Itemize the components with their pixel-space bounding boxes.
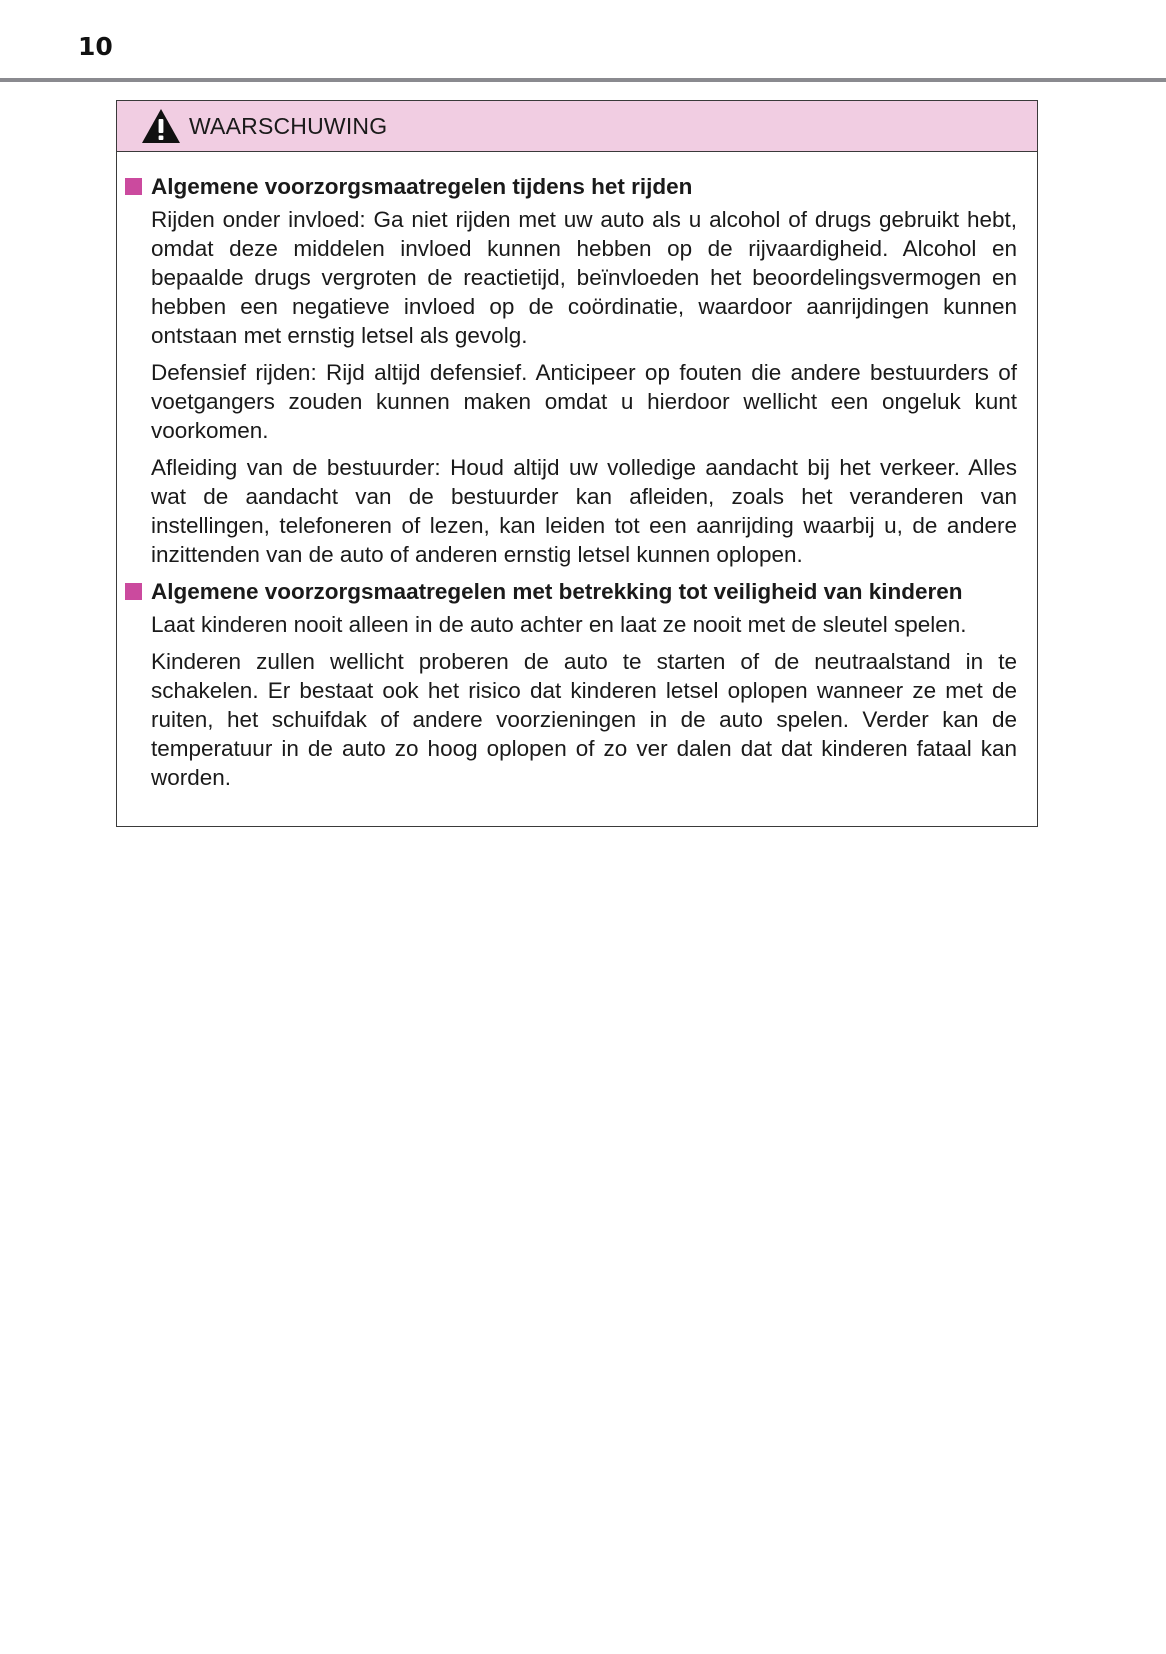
header-rule	[0, 78, 1166, 82]
warning-title: WAARSCHUWING	[189, 112, 388, 139]
page-number: 10	[78, 32, 113, 61]
square-bullet-icon	[125, 583, 142, 600]
section-child-safety	[151, 577, 1017, 792]
square-bullet-icon	[125, 178, 142, 195]
section-heading	[151, 172, 1017, 201]
warning-header	[117, 101, 1037, 152]
paragraph-driving-under-influence: Rijden onder invloed: Ga niet rijden met uw auto als u alcohol of drugs gebruikt hebt, omdat deze middelen invloed kunnen hebben op de rijvaardigheid. Alcohol en bepaalde drugs vergroten de reactietijd, beïnvloeden het beoordelingsvermogen en hebben een negatieve invloed op de coördinatie, waardoor aanrijdingen kunnen ontstaan met ernstig letsel als gevolg.	[151, 207, 1017, 348]
section-heading-text: Algemene voorzorgsmaatregelen tijdens het rijden	[151, 174, 693, 199]
section-heading	[151, 577, 1017, 606]
paragraph-children-alone: Laat kinderen nooit alleen in de auto achter en laat ze nooit met de sleutel spelen.	[151, 612, 967, 637]
warning-body	[117, 152, 1037, 826]
section-heading-text: Algemene voorzorgsmaatregelen met betrekking tot veiligheid van kinderen	[151, 579, 963, 604]
warning-box	[116, 100, 1038, 827]
paragraph-defensive-driving: Defensief rijden: Rijd altijd defensief. Anticipeer op fouten die andere bestuurders of voetgangers zouden kunnen maken omdat u hierdoor wellicht een ongeluk kunt voorkomen.	[151, 360, 1017, 443]
section-driving-precautions	[151, 172, 1017, 569]
paragraph-driver-distraction: Afleiding van de bestuurder: Houd altijd uw volledige aandacht bij het verkeer. Alles wat de aandacht van de bestuurder kan afleiden, zoals het veranderen van instellingen, telefoneren of lezen, kan leiden tot een aanrijding waarbij u, de andere inzittenden van de auto of anderen ernstig letsel kunnen oplopen.	[151, 455, 1017, 567]
paragraph-children-risks: Kinderen zullen wellicht proberen de auto te starten of de neutraalstand in te schakelen. Er bestaat ook het risico dat kinderen letsel oplopen wanneer ze met de ruiten, het schuifdak of andere voorzieningen in de auto spelen. Verder kan de temperatuur in de auto zo hoog oplopen of zo ver dalen dat dat kinderen fataal kan worden.	[151, 649, 1017, 790]
warning-triangle-icon	[141, 108, 181, 144]
